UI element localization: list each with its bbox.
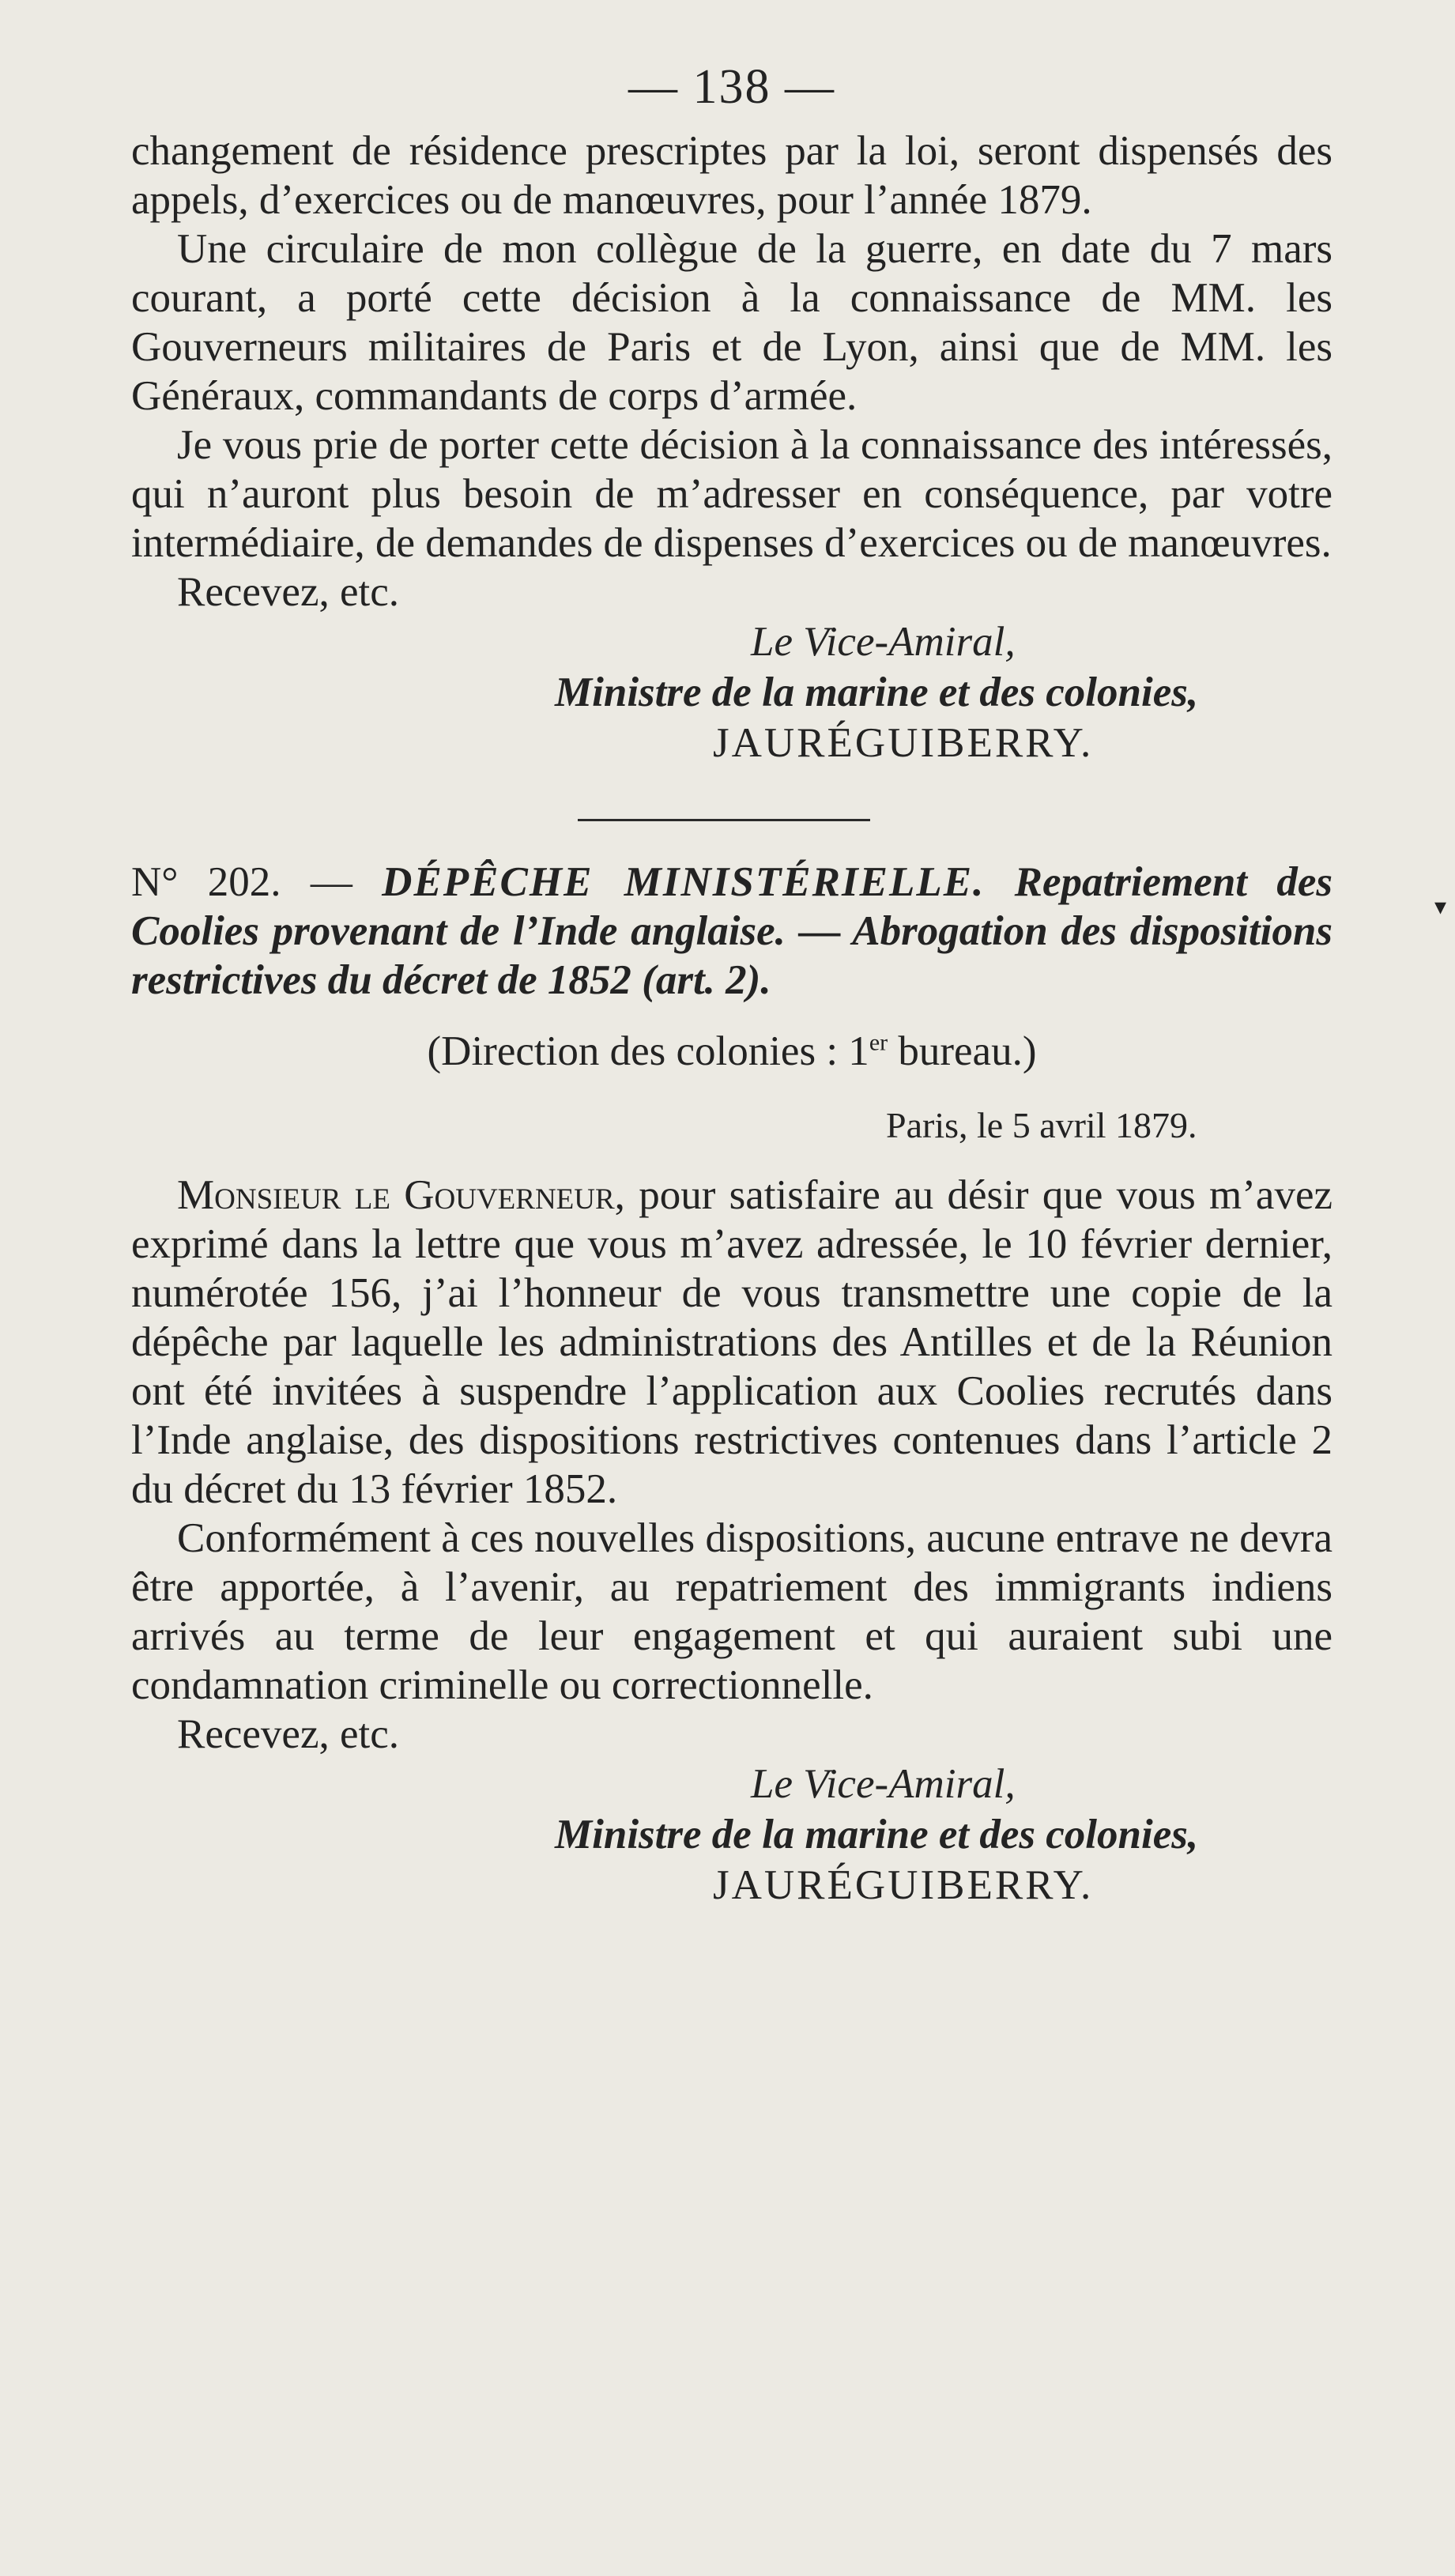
- direction-superscript: er: [869, 1029, 888, 1056]
- paragraph-request: Je vous prie de porter cette décision à la connaissance des intéressés, qui n’auront plus besoin de m’adresser en conséquence, par votre intermédiaire, de demandes de dispenses d’exercices ou de manœuvres.: [131, 422, 1332, 566]
- dispatch-number: N° 202. —: [131, 859, 352, 905]
- letter-paragraph-1: [131, 1171, 1332, 1514]
- continued-paragraph: changement de résidence prescriptes par la loi, seront dispensés des appels, d’exercices ou de manœuvres, pour l’année 1879.: [131, 128, 1332, 223]
- dispatch-subject: Repatriement des Coolies provenant de l’Inde anglaise. — Abrogation des dispositions restrictives du décret de 1852 (art. 2).: [131, 859, 1332, 1003]
- salutation: Monsieur le Gouverneur,: [177, 1172, 625, 1218]
- margin-mark: ▾: [1434, 894, 1447, 920]
- direction-text-end: bureau.): [888, 1028, 1037, 1074]
- paragraph-circulaire: Une circulaire de mon collègue de la guerre, en date du 7 mars courant, a porté cette décision à la connaissance de MM. les Gouverneurs militaires de Paris et de Lyon, ainsi que de MM. les Généraux, commandants de corps d’armée.: [131, 226, 1332, 419]
- dispatch-heading: [131, 858, 1332, 1005]
- page-number: — 138 —: [628, 60, 835, 114]
- signature-role: Ministre de la marine et des colonies,: [555, 669, 1199, 715]
- document-page: [131, 47, 1332, 1910]
- signature-block-2: [131, 1759, 1332, 1910]
- dispatch-title: DÉPÊCHE MINISTÉRIELLE.: [382, 859, 986, 905]
- signature-title: Le Vice-Amiral,: [751, 1761, 1016, 1807]
- signature-block-1: [131, 617, 1332, 768]
- section-divider: [578, 819, 870, 821]
- letter-closing: Recevez, etc.: [177, 1711, 399, 1757]
- closing-formula: Recevez, etc.: [177, 569, 399, 615]
- letter-paragraph-2: Conformément à ces nouvelles dispositions, aucune entrave ne devra être apportée, à l’avenir, au repatriement des immigrants indiens arrivés au terme de leur engagement et qui auraient subi une condamnation criminelle ou correctionnelle.: [131, 1515, 1332, 1708]
- signature-role: Ministre de la marine et des colonies,: [555, 1812, 1199, 1858]
- direction-text: (Direction des colonies : 1: [427, 1028, 869, 1074]
- signature-name: JAURÉGUIBERRY.: [713, 1862, 1094, 1908]
- signature-name: JAURÉGUIBERRY.: [713, 720, 1094, 766]
- letter-paragraph-1-text: pour satisfaire au désir que vous m’avez exprimé dans la lettre que vous m’avez adressée, le 10 février dernier, numérotée 156, j’ai l’honneur de vous transmettre une copie de la dépêche par laquelle les administrations des Antilles et de la Réunion ont été invitées à suspendre l’application aux Coolies recrutés dans l’Inde anglaise, des dispositions restrictives contenues dans l’article 2 du décret du 13 février 1852.: [131, 1172, 1332, 1512]
- signature-title: Le Vice-Amiral,: [751, 619, 1016, 665]
- letter-date: Paris, le 5 avril 1879.: [886, 1105, 1197, 1145]
- direction-line: [131, 1027, 1332, 1076]
